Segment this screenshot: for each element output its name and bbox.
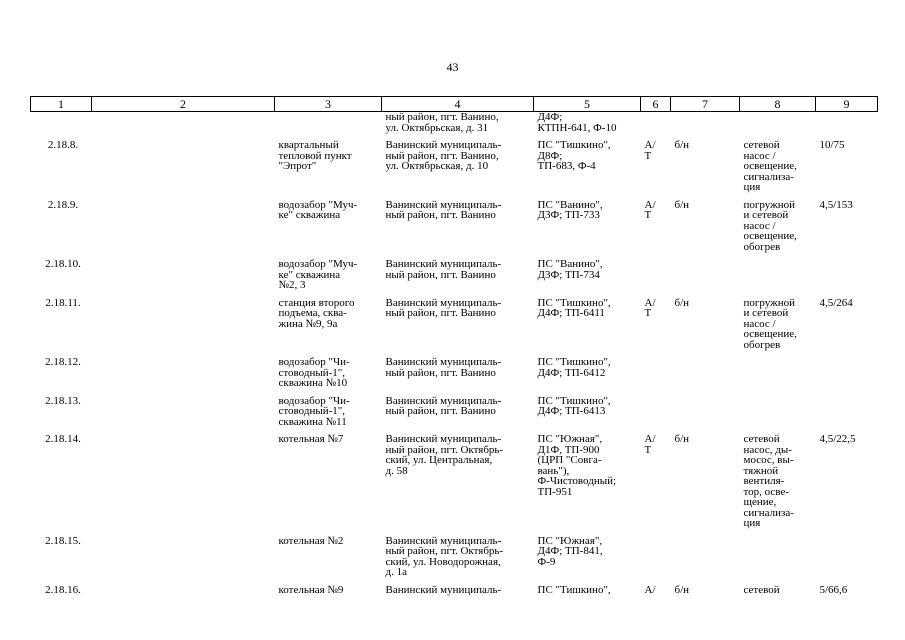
column-9-cell (816, 255, 878, 294)
equipment-cell: погружной и сетевой насос / освещение, обогрев (743, 198, 797, 253)
facility-name-cell: котельная №9 (278, 583, 344, 596)
facility-name-cell: водозабор "Чи- стоводный-1", скважина №11 (278, 394, 350, 428)
row-number-cell: 2.18.14. (45, 433, 81, 445)
address-cell: Ванинский муниципаль- (385, 583, 502, 596)
equipment-cell: сетевой насос / освещение, сигнализа- ция (743, 139, 797, 193)
column-7-cell: б/н (674, 198, 690, 211)
address-cell: Ванинский муниципаль- ный район, пгт. Ванино (385, 198, 502, 221)
column-9-cell: 5/66,6 (819, 583, 848, 596)
column-7-cell (671, 255, 740, 294)
table-row (31, 430, 878, 532)
row-number-cell (31, 112, 92, 137)
column-2-cell (92, 196, 275, 256)
column-header: 7 (671, 97, 740, 112)
column-9-cell (816, 353, 878, 392)
column-2-cell (92, 392, 275, 431)
column-6-cell: А/ Т (644, 198, 656, 221)
table-row (31, 294, 878, 354)
row-number-cell: 2.18.15. (45, 534, 81, 547)
address-cell: Ванинский муниципаль- ный район, пгт. Ванино (385, 356, 502, 379)
column-7-cell (671, 112, 740, 137)
table-row (31, 112, 878, 137)
row-number-cell: 2.18.10. (45, 258, 81, 270)
column-2-cell (92, 112, 275, 137)
address-cell: Ванинский муниципаль- ный район, пгт. Ванино (385, 394, 502, 417)
address-cell: Ванинский муниципаль- ный район, пгт. Октябрь- ский, ул. Центральная, д. 58 (385, 433, 504, 477)
column-header: 3 (275, 97, 382, 112)
substation-cell: ПС "Ванино", Д3Ф; ТП-734 (537, 258, 603, 281)
substation-cell: Д4Ф; КТПН-641, Ф-10 (537, 111, 617, 134)
column-2-cell (92, 353, 275, 392)
substation-cell: ПС "Ванино", Д3Ф; ТП-733 (537, 198, 603, 221)
column-7-cell: б/н (674, 583, 690, 596)
column-6-cell (641, 255, 671, 294)
column-2-cell (92, 430, 275, 532)
equipment-cell (740, 392, 816, 431)
address-cell: Ванинский муниципаль- ный район, пгт. Ванино, ул. Октябрьская, д. 10 (385, 139, 502, 172)
substation-cell: ПС "Тишкино", Д4Ф; ТП-6411 (537, 296, 611, 319)
row-number-cell: 2.18.9. (47, 198, 79, 211)
column-6-cell: А/ (644, 583, 656, 596)
table-row (31, 581, 878, 599)
column-2-cell (92, 255, 275, 294)
equipment-cell: сетевой насос, ды- мосос, вы- тяжной вентиля- тор, осве- щение, сигнализа- ция (743, 433, 794, 529)
column-header: 6 (641, 97, 671, 112)
substation-cell: ПС "Тишкино", Д4Ф; ТП-6412 (537, 356, 611, 379)
facility-name-cell: водозабор "Чи- стоводный-1", скважина №10 (278, 356, 350, 389)
table-row (31, 392, 878, 431)
column-6-cell (641, 353, 671, 392)
column-6-cell (641, 392, 671, 431)
column-7-cell: б/н (674, 296, 690, 309)
column-header: 2 (92, 97, 275, 112)
column-9-cell (816, 532, 878, 581)
column-header: 4 (382, 97, 534, 112)
column-header: 1 (31, 97, 92, 112)
column-6-cell: А/ Т (644, 139, 656, 162)
facility-name-cell: станция второго подъема, сква- жина №9, 9а (278, 296, 355, 330)
address-cell: ный район, пгт. Ванино, ул. Октябрьская, д. 31 (385, 111, 499, 134)
row-number-cell: 2.18.13. (45, 394, 81, 407)
equipment-cell (740, 112, 816, 137)
substation-cell: ПС "Южная", Д1Ф, ТП-900 (ЦРП "Совга- вань"), Ф-Чистоводный; ТП-951 (537, 433, 617, 498)
facility-name-cell: водозабор "Муч- ке" скважина (278, 198, 358, 221)
table-row (31, 136, 878, 196)
row-number-cell: 2.18.8. (47, 139, 79, 151)
column-header: 5 (534, 97, 641, 112)
facility-name-cell (275, 112, 382, 137)
column-9-cell: 4,5/264 (819, 296, 853, 309)
substation-cell: ПС "Тишкино", Д4Ф; ТП-6413 (537, 394, 611, 417)
column-6-cell (641, 532, 671, 581)
equipment-cell (740, 353, 816, 392)
column-header: 9 (816, 97, 878, 112)
column-7-cell (671, 392, 740, 431)
column-2-cell (92, 581, 275, 599)
facilities-table (30, 96, 878, 598)
facility-name-cell: квартальный тепловой пункт "Эпрот" (278, 139, 352, 172)
equipment-cell: погружной и сетевой насос / освещение, обогрев (743, 296, 797, 351)
column-7-cell (671, 353, 740, 392)
column-9-cell: 10/75 (819, 139, 845, 151)
column-9-cell: 4,5/153 (819, 198, 853, 211)
substation-cell: ПС "Тишкино", (537, 583, 611, 596)
column-2-cell (92, 532, 275, 581)
column-9-cell (816, 112, 878, 137)
column-9-cell (816, 392, 878, 431)
column-2-cell (92, 136, 275, 196)
column-number-header-row (31, 97, 878, 112)
facility-name-cell: котельная №7 (278, 433, 344, 445)
table-row (31, 196, 878, 256)
column-6-cell (641, 112, 671, 137)
column-7-cell (671, 532, 740, 581)
address-cell: Ванинский муниципаль- ный район, пгт. Ванино (385, 296, 502, 319)
table-row (31, 353, 878, 392)
column-6-cell: А/ Т (644, 433, 656, 456)
table-row (31, 532, 878, 581)
row-number-cell: 2.18.12. (45, 356, 81, 368)
column-9-cell: 4,5/22,5 (819, 433, 856, 445)
column-2-cell (92, 294, 275, 354)
row-number-cell: 2.18.11. (45, 296, 81, 309)
equipment-cell (740, 532, 816, 581)
column-header: 8 (740, 97, 816, 112)
address-cell: Ванинский муниципаль- ный район, пгт. Ванино (385, 258, 502, 281)
page-number: 43 (446, 60, 459, 74)
equipment-cell (740, 255, 816, 294)
table-row (31, 255, 878, 294)
equipment-cell: сетевой (743, 583, 780, 596)
address-cell: Ванинский муниципаль- ный район, пгт. Октябрь- ский, ул. Новодорожная, д. 1а (385, 534, 504, 578)
column-7-cell: б/н (674, 139, 690, 151)
substation-cell: ПС "Тишкино", Д8Ф; ТП-683, Ф-4 (537, 139, 611, 172)
column-6-cell: А/ Т (644, 296, 656, 319)
substation-cell: ПС "Южная", Д4Ф; ТП-841, Ф-9 (537, 534, 603, 568)
facility-name-cell: водозабор "Муч- ке" скважина №2, 3 (278, 258, 358, 291)
row-number-cell: 2.18.16. (45, 583, 81, 596)
facility-name-cell: котельная №2 (278, 534, 344, 547)
column-7-cell: б/н (674, 433, 690, 445)
